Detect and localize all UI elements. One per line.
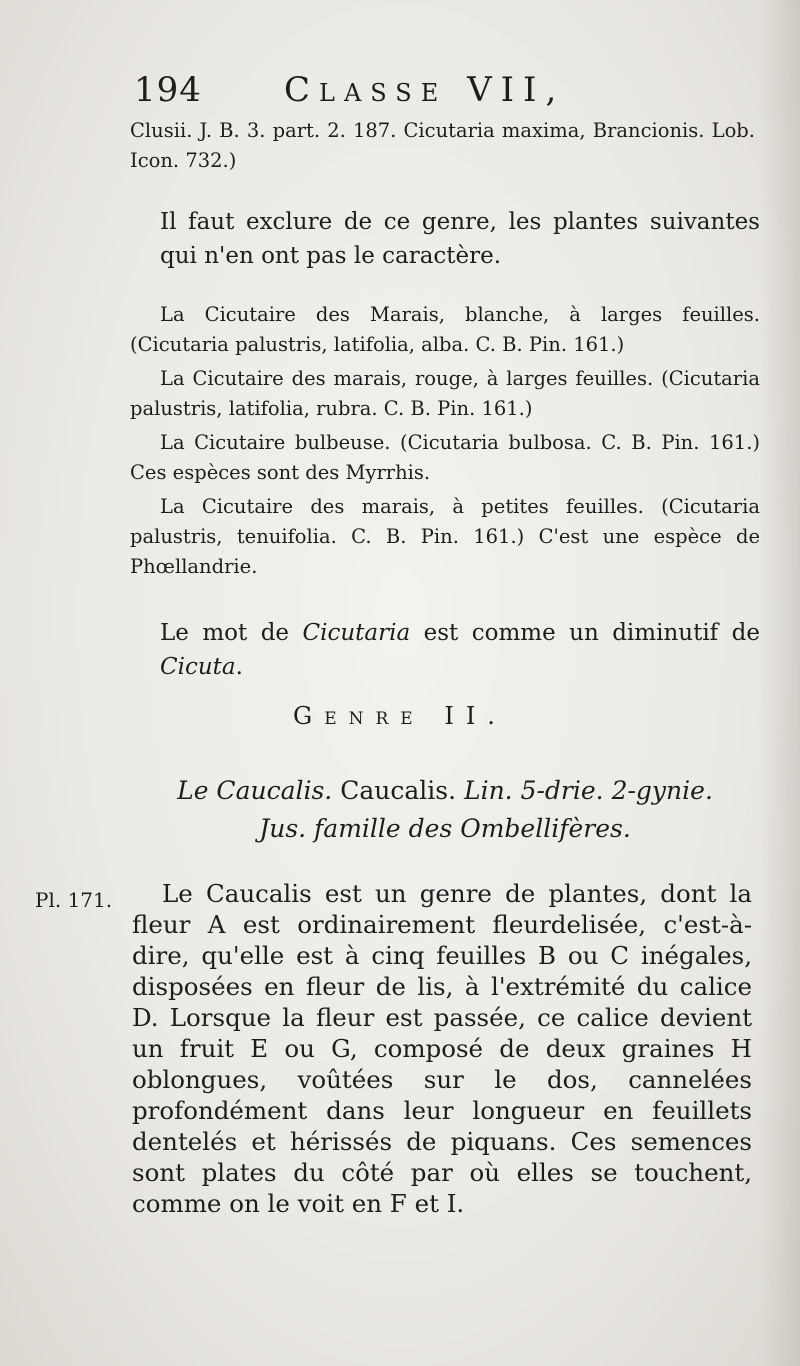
excluded-plants-list	[130, 300, 760, 582]
description-text: Le Caucalis est un genre de plantes, dont la fleur A est ordinairement fleurdelisée, c'est-à-dire, qu'elle est à cinq feuilles B ou C inégales, disposées en fleur de lis, à l'extrémité du calice D. Lorsque la fleur est passée, ce calice devient un fruit E ou G, composé de deux graines H oblongues, voûtées sur le dos, cannelées profondément dans leur longueur en feuillets dentelés et hérissés de piquans. Ces semences sont plates du côté par où elles se touchent, comme on le voit en F et I.	[132, 879, 752, 1218]
excluded-plant-entry: La Cicutaire des Marais, blanche, à larges feuilles. (Cicutaria palustris, latifolia, alba. C. B. Pin. 161.)	[130, 303, 760, 356]
excluded-plant-entry: La Cicutaire bulbeuse. (Cicutaria bulbosa. C. B. Pin. 161.) Ces espèces sont des Myrrhis.	[130, 431, 760, 484]
running-head	[134, 70, 654, 118]
continued-references	[130, 116, 755, 176]
exclusion-intro	[160, 205, 760, 273]
genus-title	[130, 772, 760, 848]
page-number: 194	[134, 70, 202, 110]
diminutive-after: .	[235, 654, 243, 680]
diminutive-term: Cicutaria	[302, 620, 411, 646]
references-text: Clusii. J. B. 3. part. 2. 187. Cicutaria maxima, Brancionis. Lob. Icon. 732.)	[130, 119, 755, 172]
genus-lin: Lin.	[463, 776, 513, 805]
genus-drie: 5-drie.	[520, 776, 604, 805]
genus-heading: Genre II.	[293, 702, 507, 730]
plate-reference: Pl. 171.	[35, 888, 113, 912]
class-heading: Classe VII,	[284, 70, 566, 110]
diminutive-middle: est comme un diminutif de	[410, 620, 760, 646]
diminutive-note-text	[160, 616, 760, 684]
genus-family-line	[130, 810, 760, 848]
diminutive-before: Le mot de	[160, 620, 303, 646]
diminutive-note	[160, 616, 760, 684]
genus-name-lat: Caucalis.	[340, 776, 457, 805]
exclusion-intro-text: Il faut exclure de ce genre, les plantes suivantes qui n'en ont pas le caractère.	[160, 209, 760, 269]
diminutive-root: Cicuta	[160, 654, 236, 680]
excluded-plant-entry: La Cicutaire des marais, à petites feuilles. (Cicutaria palustris, tenuifolia. C. B. Pin. 161.) C'est une espèce de Phœllandrie.	[130, 495, 760, 578]
genus-title-line	[130, 772, 760, 810]
genus-description	[132, 878, 752, 1219]
genus-name-fr: Le Caucalis.	[177, 776, 333, 805]
genus-family: Jus. famille des Ombellifères.	[259, 814, 631, 843]
genus-gynie: 2-gynie.	[611, 776, 713, 805]
excluded-plant-entry: La Cicutaire des marais, rouge, à larges feuilles. (Cicutaria palustris, latifolia, rubra. C. B. Pin. 161.)	[130, 367, 760, 420]
